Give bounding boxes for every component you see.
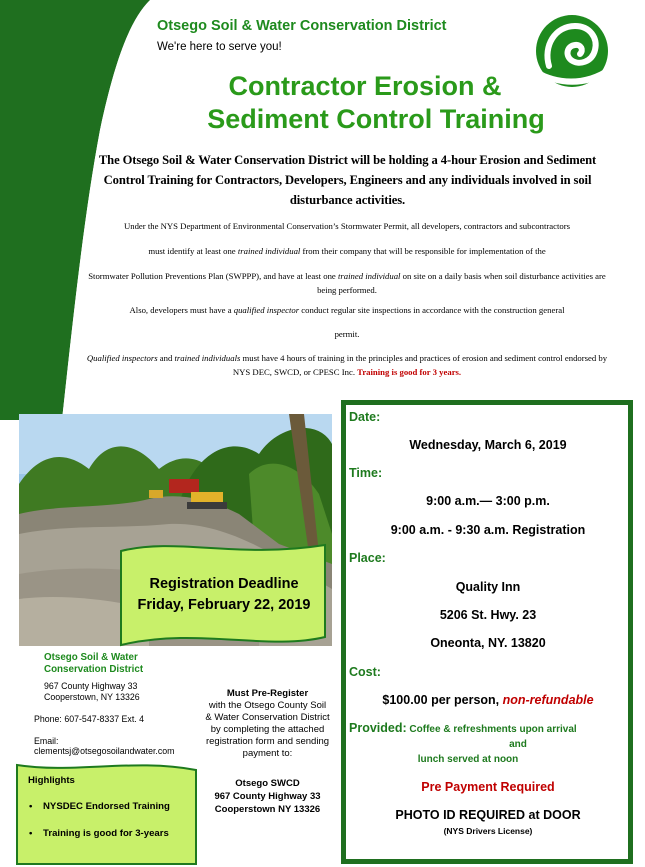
preregister-line: by completing the attached [210, 724, 325, 735]
place-street: 5206 St. Hwy. 23 [439, 608, 537, 622]
photo-id-required: PHOTO ID REQUIRED at DOOR [395, 808, 581, 822]
para1-text-d: Stormwater Pollution Preventions Plan (SWPPP), and have at least one [88, 271, 338, 281]
contact-name-line-1: Otsego Soil & Water [44, 652, 138, 663]
district-logo-icon [535, 14, 609, 88]
deadline-line-1: Registration Deadline [149, 576, 299, 592]
highlight-item [29, 801, 170, 812]
provided-label: Provided: [349, 721, 407, 735]
preregister-line: registration form and sending [205, 736, 330, 747]
drivers-license-note: (NYS Drivers License) [443, 826, 533, 836]
para1-text-b: must identify at least one [148, 246, 238, 256]
para3-text-b: and [157, 353, 175, 363]
highlight-text: Training is good for 3-years [43, 828, 169, 839]
permit-paragraph [82, 219, 612, 297]
event-details-box [341, 400, 633, 864]
registration-time: 9:00 a.m. - 9:30 a.m. Registration [390, 523, 586, 537]
highlight-item [29, 828, 169, 839]
date-label: Date: [349, 410, 381, 424]
para2-text-c: permit. [334, 329, 360, 339]
contact-address-line-1: 967 County Highway 33 [44, 681, 138, 691]
para2-italic-a: qualified inspector [233, 305, 300, 315]
para1-italic-d: trained individual [337, 271, 401, 281]
deadline-line-2: Friday, February 22, 2019 [137, 597, 311, 613]
preregister-line: payment to: [242, 748, 293, 759]
cost-amount: $100.00 per person, [382, 693, 503, 707]
training-paragraph [82, 351, 612, 379]
highlight-text: NYSDEC Endorsed Training [43, 801, 170, 812]
mailing-address [200, 777, 335, 816]
provided-text-1: Coffee & refreshments upon arrival [406, 724, 577, 735]
preregister-line: & Water Conservation District [205, 712, 330, 723]
para3-red-note: Training is good for 3 years. [357, 367, 462, 377]
para1-text-a: Under the NYS Department of Environmental Conservation’s Stormwater Permit, all developers, contractors and subcontractors [123, 221, 571, 231]
place-city: Oneonta, NY. 13820 [430, 636, 546, 650]
para1-text-c: from their company that will be responsible for implementation of the [300, 246, 546, 256]
contact-name-line-2: Conservation District [44, 664, 144, 675]
contact-address [44, 681, 140, 703]
prepayment-required: Pre Payment Required [421, 780, 555, 794]
tagline: We're here to serve you! [157, 41, 282, 53]
contact-email[interactable]: clementsj@otsegosoilandwater.com [34, 746, 175, 756]
contact-org-name [44, 652, 143, 676]
place-label: Place: [349, 551, 386, 565]
title-line-1: Contractor Erosion & [228, 71, 502, 101]
para1-italic-b: trained individual [237, 246, 301, 256]
bullet-icon: • [29, 828, 33, 839]
time-label: Time: [349, 466, 383, 480]
highlights-title: Highlights [28, 775, 75, 786]
provided-text-3: lunch served at noon [417, 754, 519, 765]
inspector-paragraph [82, 303, 612, 341]
mailing-address-line-3: Cooperstown NY 13326 [214, 804, 321, 815]
mailing-address-line-1: Otsego SWCD [235, 778, 300, 789]
contact-phone: Phone: 607-547-8337 Ext. 4 [34, 714, 145, 724]
cost-non-refundable: non-refundable [502, 693, 594, 707]
preregister-info [200, 688, 335, 760]
event-time: 9:00 a.m.— 3:00 p.m. [426, 494, 550, 508]
provided-row [349, 721, 577, 735]
para2-text-a: Also, developers must have a [129, 305, 234, 315]
page-title [150, 70, 580, 136]
bullet-icon: • [29, 801, 33, 812]
provided-text-2: and [509, 739, 527, 750]
para3-italic-b: trained individuals [174, 353, 241, 363]
contact-address-line-2: Cooperstown, NY 13326 [44, 692, 140, 702]
registration-deadline [121, 574, 327, 616]
para3-text-c: must have 4 hours of training in the principles and practices of erosion and sediment control endorsed by NYS DEC, SWCD, or CPESC Inc. [232, 353, 608, 377]
para1-text-e: on site on a daily basis when soil disturbance activities are being performed. [317, 271, 606, 295]
preregister-line: with the Otsego County Soil [208, 700, 327, 711]
event-date: Wednesday, March 6, 2019 [409, 438, 567, 452]
title-line-2: Sediment Control Training [207, 104, 545, 134]
para3-italic-a: Qualified inspectors [86, 353, 158, 363]
para2-text-b: conduct regular site inspections in accordance with the construction general [299, 305, 565, 315]
org-name: Otsego Soil & Water Conservation District [157, 18, 447, 34]
preregister-title: Must Pre-Register [226, 688, 309, 699]
cost-value [349, 693, 627, 707]
contact-email-label: Email: [34, 736, 59, 746]
mailing-address-line-2: 967 County Highway 33 [214, 791, 321, 802]
place-name: Quality Inn [455, 580, 521, 594]
cost-label: Cost: [349, 665, 381, 679]
intro-text: The Otsego Soil & Water Conservation District will be holding a 4-hour Erosion and Sediment Control Training for Contractors, Developers, Engineers and any individuals involved in soil disturbance activities. [98, 153, 597, 207]
